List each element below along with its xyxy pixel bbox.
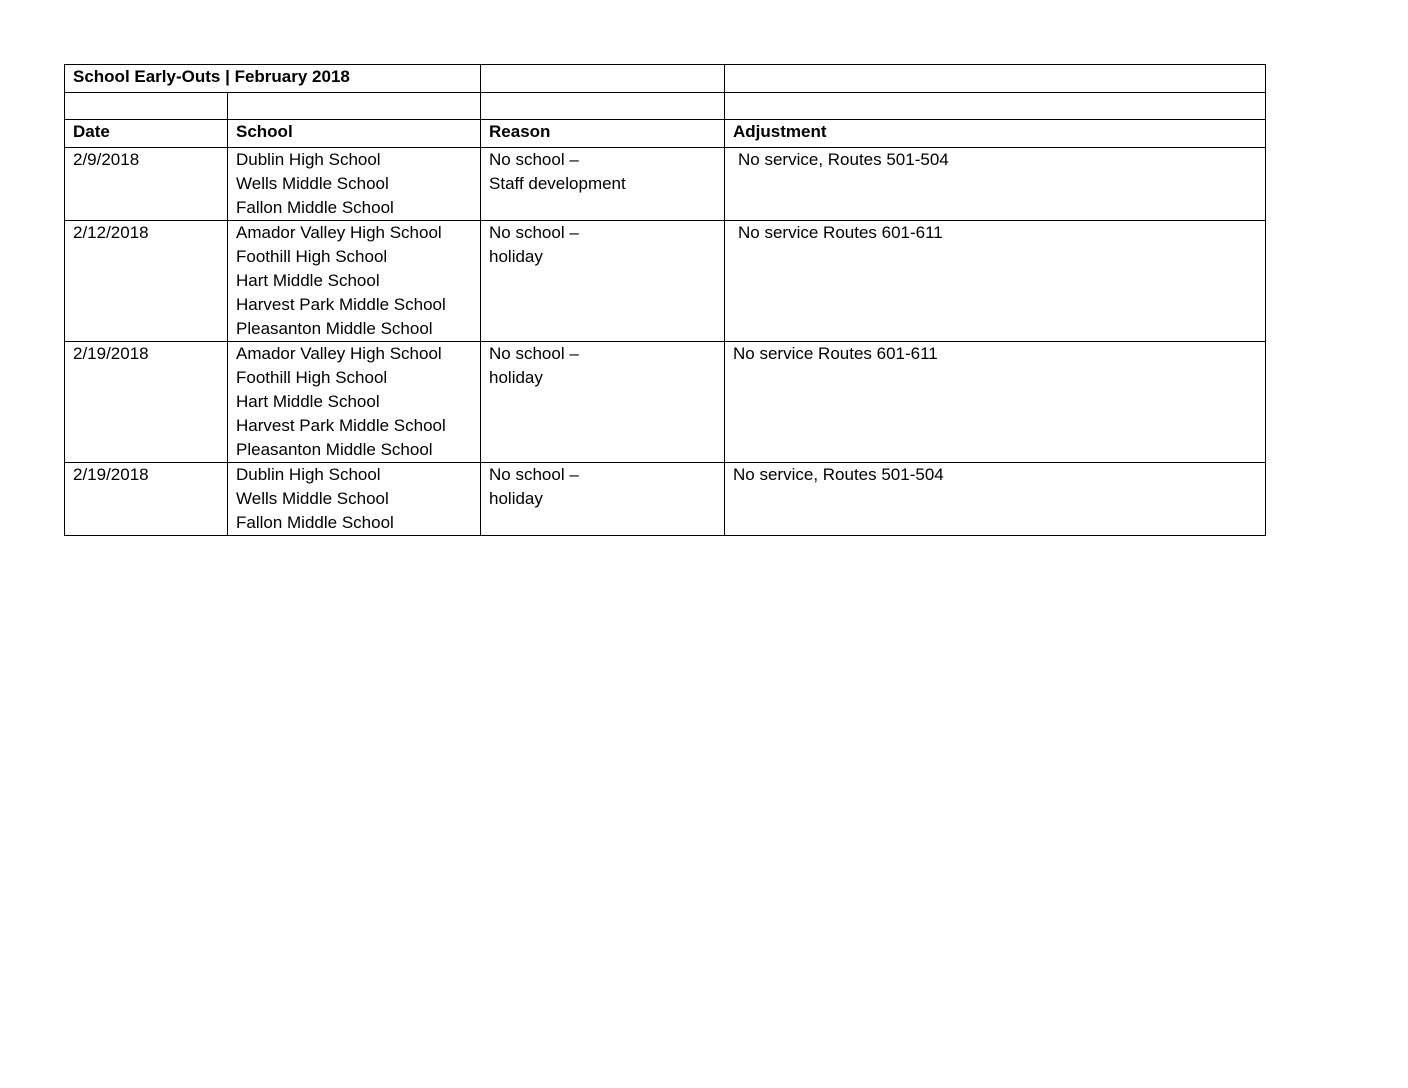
- date-cell: 2/19/2018: [65, 342, 228, 463]
- title-row: [65, 65, 1266, 93]
- empty-cell: [481, 65, 725, 93]
- school-cell: [228, 463, 481, 536]
- school-name: Pleasanton Middle School: [236, 319, 433, 338]
- adjustment-text: No service Routes 601-611: [733, 344, 938, 363]
- empty-cell: [725, 65, 1266, 93]
- adjustment-cell: [725, 148, 1266, 221]
- school-name: Hart Middle School: [236, 271, 380, 290]
- school-name: Hart Middle School: [236, 392, 380, 411]
- reason-cell: [481, 148, 725, 221]
- reason-cell: [481, 221, 725, 342]
- school-name: Harvest Park Middle School: [236, 295, 446, 314]
- reason-cell: [481, 463, 725, 536]
- school-name: Amador Valley High School: [236, 223, 442, 242]
- empty-cell: [725, 93, 1266, 120]
- school-name: Pleasanton Middle School: [236, 440, 433, 459]
- table-row: [65, 342, 1266, 463]
- table-title: School Early-Outs | February 2018: [65, 65, 481, 93]
- adjustment-cell: [725, 221, 1266, 342]
- reason-cell: [481, 342, 725, 463]
- school-name: Fallon Middle School: [236, 513, 394, 532]
- school-name: Amador Valley High School: [236, 344, 442, 363]
- adjustment-cell: [725, 463, 1266, 536]
- reason-line: Staff development: [489, 174, 626, 193]
- early-outs-table: [64, 64, 1266, 536]
- column-header-school: School: [228, 120, 481, 148]
- adjustment-text: No service, Routes 501-504: [733, 465, 944, 484]
- date-cell: 2/9/2018: [65, 148, 228, 221]
- school-name: Wells Middle School: [236, 489, 389, 508]
- empty-cell: [65, 93, 228, 120]
- school-cell: [228, 221, 481, 342]
- table-row: [65, 463, 1266, 536]
- column-header-reason: Reason: [481, 120, 725, 148]
- adjustment-text: No service, Routes 501-504: [738, 150, 949, 169]
- reason-line: No school –: [489, 465, 579, 484]
- reason-line: holiday: [489, 489, 543, 508]
- table-row: [65, 148, 1266, 221]
- school-cell: [228, 342, 481, 463]
- reason-line: No school –: [489, 150, 579, 169]
- date-cell: 2/19/2018: [65, 463, 228, 536]
- column-header-date: Date: [65, 120, 228, 148]
- reason-line: No school –: [489, 223, 579, 242]
- school-name: Dublin High School: [236, 465, 381, 484]
- header-row: [65, 120, 1266, 148]
- school-name: Foothill High School: [236, 247, 388, 266]
- school-name: Harvest Park Middle School: [236, 416, 446, 435]
- empty-cell: [228, 93, 481, 120]
- column-header-adjustment: Adjustment: [725, 120, 1266, 148]
- school-name: Wells Middle School: [236, 174, 389, 193]
- school-cell: [228, 148, 481, 221]
- school-name: Dublin High School: [236, 150, 381, 169]
- empty-cell: [481, 93, 725, 120]
- table-row: [65, 221, 1266, 342]
- school-name: Fallon Middle School: [236, 198, 394, 217]
- reason-line: holiday: [489, 247, 543, 266]
- adjustment-text: No service Routes 601-611: [738, 223, 943, 242]
- reason-line: No school –: [489, 344, 579, 363]
- adjustment-cell: [725, 342, 1266, 463]
- date-cell: 2/12/2018: [65, 221, 228, 342]
- blank-row: [65, 93, 1266, 120]
- school-name: Foothill High School: [236, 368, 388, 387]
- reason-line: holiday: [489, 368, 543, 387]
